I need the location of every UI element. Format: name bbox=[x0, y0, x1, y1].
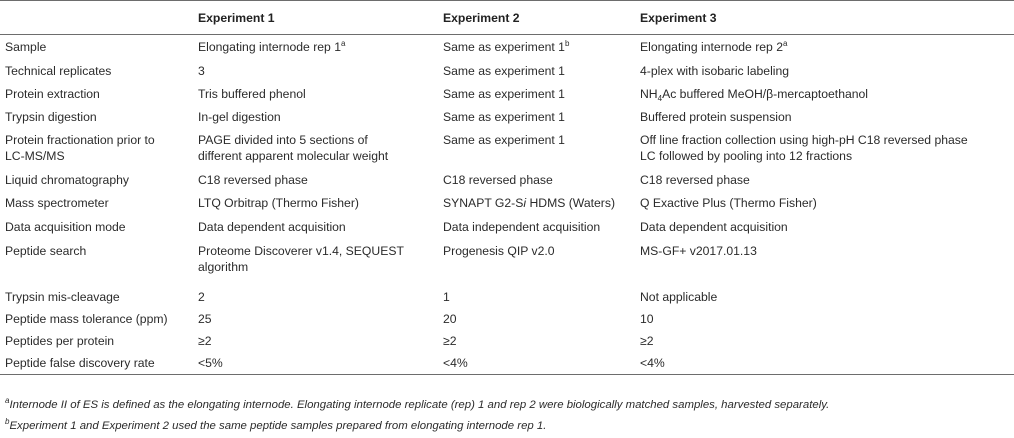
cell-exp3: 10 bbox=[640, 311, 654, 326]
row-label: Data acquisition mode bbox=[5, 219, 126, 234]
cell-exp3: Not applicable bbox=[640, 289, 718, 304]
row-liquid-chromatography bbox=[0, 168, 1014, 191]
cell-exp3: Elongating internode rep 2$^a$ bbox=[640, 39, 788, 54]
row-label: Trypsin mis-cleavage bbox=[5, 289, 120, 304]
row-technical-replicates bbox=[0, 59, 1014, 82]
cell-exp3: Buffered protein suspension bbox=[640, 109, 792, 124]
row-trypsin-mis-cleavage bbox=[0, 285, 1014, 307]
footnote-marker-b: b bbox=[564, 39, 570, 48]
row-peptide-fdr bbox=[0, 351, 1014, 375]
cell-exp1: ≥2 bbox=[198, 333, 212, 348]
footnote-marker-a: a bbox=[340, 39, 346, 48]
cell-exp1: Tris buffered phenol bbox=[198, 86, 306, 101]
cell-exp3: Off line fraction collection using high-pH C18 reversed phase LC followed by pooling into 12 fractions bbox=[640, 132, 968, 163]
row-protein-extraction bbox=[0, 82, 1014, 105]
row-label: Protein extraction bbox=[5, 86, 100, 101]
cell-exp2: 20 bbox=[443, 311, 457, 326]
cell-exp2: Same as experiment 1 bbox=[443, 63, 565, 78]
row-peptide-search bbox=[0, 239, 1014, 285]
cell-exp1: Proteome Discoverer v1.4, SEQUEST algorithm bbox=[198, 243, 404, 274]
row-sample bbox=[0, 35, 1014, 59]
cell-exp1: 2 bbox=[198, 289, 205, 304]
header-experiment-2: Experiment 2 bbox=[438, 1, 635, 35]
row-label: Trypsin digestion bbox=[5, 109, 97, 124]
cell-exp3: Data dependent acquisition bbox=[640, 219, 788, 234]
cell-exp2: ≥2 bbox=[443, 333, 457, 348]
row-label: Peptide mass tolerance (ppm) bbox=[5, 311, 168, 326]
cell-exp3: Q Exactive Plus (Thermo Fisher) bbox=[640, 195, 817, 210]
cell-exp2: C18 reversed phase bbox=[443, 172, 553, 187]
row-mass-spectrometer bbox=[0, 191, 1014, 215]
cell-exp2: Same as experiment 1 bbox=[443, 109, 565, 124]
cell-exp2: Same as experiment 1 bbox=[443, 86, 565, 101]
row-peptides-per-protein bbox=[0, 329, 1014, 351]
header-parameter bbox=[0, 1, 193, 35]
cell-exp3: $NH_4Ac$ buffered MeOH/β-mercaptoethanol bbox=[640, 86, 869, 103]
cell-exp1: LTQ Orbitrap (Thermo Fisher) bbox=[198, 195, 359, 210]
header-row bbox=[0, 1, 1014, 35]
cell-exp2: <4% bbox=[438, 351, 635, 375]
cell-exp1: Data dependent acquisition bbox=[198, 219, 346, 234]
cell-exp3: C18 reversed phase bbox=[640, 172, 750, 187]
row-trypsin-digestion bbox=[0, 105, 1014, 128]
footnote-b: $^b$Experiment 1 and Experiment 2 used the same peptide samples prepared from elongating internode rep 1. bbox=[5, 417, 547, 432]
cell-exp2: 1 bbox=[443, 289, 450, 304]
footnote-marker-a: a bbox=[782, 39, 788, 48]
cell-exp3: ≥2 bbox=[640, 333, 654, 348]
header-experiment-3: Experiment 3 bbox=[635, 1, 1014, 35]
cell-exp2: SYNAPT G2-Si HDMS (Waters) bbox=[443, 195, 616, 210]
row-peptide-mass-tolerance bbox=[0, 307, 1014, 329]
footnote-a: $^a$Internode II of ES is defined as the elongating internode. Elongating internode replicate (rep) 1 and rep 2 were biologically matched samples, harvested separately. bbox=[5, 396, 830, 411]
cell-exp1: <5% bbox=[193, 351, 438, 375]
row-label: Technical replicates bbox=[5, 63, 112, 78]
cell-exp1: PAGE divided into 5 sections of different apparent molecular weight bbox=[198, 132, 389, 163]
row-protein-fractionation bbox=[0, 128, 1014, 168]
row-label: Peptide search bbox=[5, 243, 87, 258]
cell-exp1: In-gel digestion bbox=[198, 109, 281, 124]
cell-exp2: Same as experiment 1 bbox=[443, 132, 565, 147]
cell-exp3: MS-GF+ v2017.01.13 bbox=[640, 243, 757, 258]
cell-exp1: 3 bbox=[198, 63, 205, 78]
cell-exp3: <4% bbox=[635, 351, 1014, 375]
cell-exp3: 4-plex with isobaric labeling bbox=[640, 63, 790, 78]
cell-exp2: Same as experiment 1$^b$ bbox=[443, 39, 570, 54]
cell-exp1: 25 bbox=[198, 311, 212, 326]
cell-exp2: Progenesis QIP v2.0 bbox=[443, 243, 555, 258]
row-data-acquisition-mode bbox=[0, 215, 1014, 239]
row-label: Peptides per protein bbox=[5, 333, 115, 348]
row-label: Peptide false discovery rate bbox=[0, 351, 193, 375]
cell-exp1: Elongating internode rep 1$^a$ bbox=[198, 39, 346, 54]
cell-exp2: Data independent acquisition bbox=[443, 219, 601, 234]
cell-exp1: C18 reversed phase bbox=[198, 172, 308, 187]
row-label: Protein fractionation prior to LC-MS/MS bbox=[5, 132, 155, 163]
row-label: Sample bbox=[5, 40, 47, 54]
row-label: Mass spectrometer bbox=[5, 195, 109, 210]
row-label: Liquid chromatography bbox=[5, 172, 129, 187]
header-experiment-1: Experiment 1 bbox=[193, 1, 438, 35]
